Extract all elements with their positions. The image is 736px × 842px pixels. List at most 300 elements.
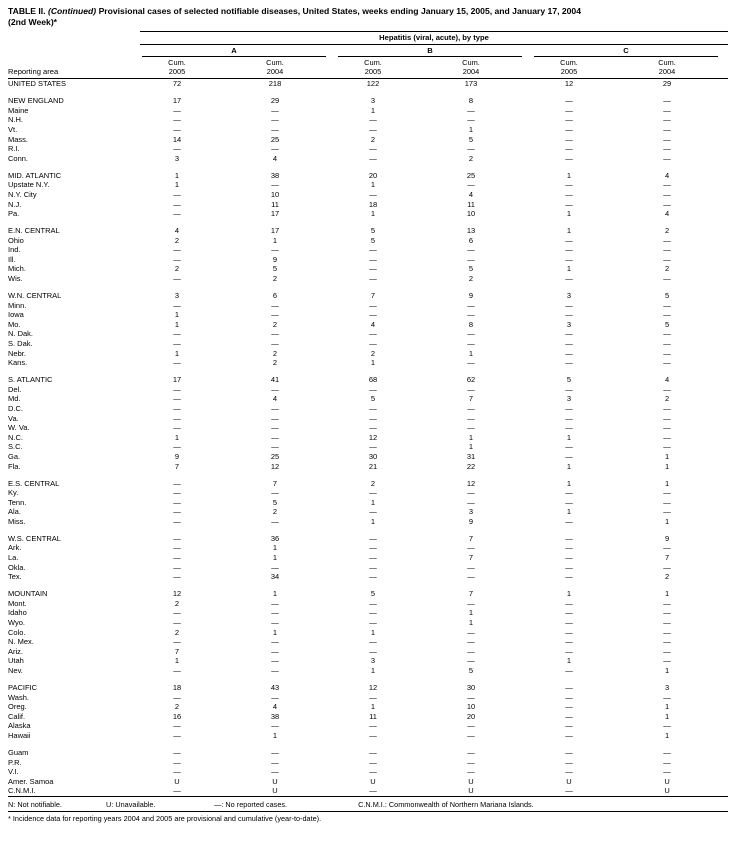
- table-row: [8, 534, 728, 544]
- value-cell: —: [271, 656, 279, 666]
- value-cell: —: [173, 189, 181, 199]
- table-row: [8, 310, 728, 320]
- table-row: [8, 154, 728, 164]
- table-row: [8, 79, 728, 89]
- value-cell: 5: [664, 319, 670, 329]
- value-cell: —: [271, 413, 279, 423]
- value-cell: —: [565, 646, 573, 656]
- reporting-area-cell: Nebr.: [8, 348, 26, 358]
- hepatitis-table: [8, 31, 728, 797]
- value-cell: —: [369, 730, 377, 740]
- value-cell: —: [369, 254, 377, 264]
- value-cell: 1: [370, 105, 376, 115]
- value-cell: —: [369, 637, 377, 647]
- value-cell: —: [173, 329, 181, 339]
- value-cell: —: [467, 384, 475, 394]
- value-cell: —: [369, 124, 377, 134]
- reporting-area-cell: N.H.: [8, 115, 23, 125]
- value-cell: 2: [272, 319, 278, 329]
- value-cell: —: [663, 767, 671, 777]
- value-cell: 1: [566, 226, 572, 236]
- value-cell: 3: [566, 319, 572, 329]
- value-cell: 2: [174, 702, 180, 712]
- table-row: [8, 731, 728, 741]
- table-row: [8, 264, 728, 274]
- col-header-a-2005: Cum. 2005: [140, 57, 238, 79]
- col-header-c-2004: Cum. 2004: [630, 57, 728, 79]
- value-cell: 9: [468, 291, 474, 301]
- value-cell: 1: [370, 497, 376, 507]
- value-cell: —: [663, 432, 671, 442]
- table-row: [8, 498, 728, 508]
- value-cell: —: [663, 144, 671, 154]
- value-cell: —: [173, 115, 181, 125]
- value-cell: 20: [368, 170, 378, 180]
- value-cell: 1: [566, 432, 572, 442]
- reporting-area-cell: Ill.: [8, 254, 16, 264]
- value-cell: —: [369, 618, 377, 627]
- value-cell: —: [467, 329, 475, 339]
- value-cell: —: [173, 423, 181, 433]
- value-cell: 7: [272, 478, 278, 488]
- reporting-area-cell: C.N.M.I.: [8, 786, 36, 796]
- value-cell: 30: [368, 451, 378, 461]
- value-cell: —: [271, 665, 279, 675]
- reporting-area-cell: Calif.: [8, 711, 26, 721]
- reporting-area-cell: N.C.: [8, 432, 23, 442]
- value-cell: —: [467, 300, 475, 310]
- value-cell: 11: [271, 199, 279, 209]
- value-cell: —: [663, 274, 671, 284]
- value-cell: —: [173, 488, 181, 498]
- table-row: [8, 517, 728, 527]
- value-cell: —: [663, 646, 671, 656]
- value-cell: —: [173, 245, 181, 255]
- value-cell: 6: [272, 291, 278, 301]
- value-cell: —: [565, 403, 573, 413]
- table-row: [8, 404, 728, 414]
- reporting-area-cell: Wash.: [8, 692, 29, 702]
- value-cell: —: [369, 329, 377, 339]
- value-cell: 16: [172, 711, 182, 721]
- value-cell: —: [663, 423, 671, 433]
- value-cell: —: [565, 627, 573, 637]
- reporting-area-cell: Colo.: [8, 627, 26, 637]
- value-cell: —: [663, 403, 671, 413]
- value-cell: —: [173, 199, 181, 209]
- value-cell: —: [173, 767, 181, 777]
- value-cell: —: [565, 413, 573, 423]
- reporting-area-cell: Miss.: [8, 516, 26, 526]
- table-row: [8, 96, 728, 106]
- value-cell: —: [565, 329, 573, 339]
- value-cell: —: [369, 274, 377, 284]
- value-cell: U: [664, 786, 670, 796]
- value-cell: —: [467, 646, 475, 656]
- value-cell: 1: [272, 553, 278, 563]
- reporting-area-cell: Okla.: [8, 562, 26, 572]
- value-cell: —: [369, 310, 377, 320]
- value-cell: 1: [664, 730, 670, 740]
- value-cell: —: [173, 144, 181, 154]
- value-cell: —: [565, 608, 573, 618]
- value-cell: —: [467, 254, 475, 264]
- value-cell: —: [173, 413, 181, 423]
- reporting-area-cell: S. Dak.: [8, 339, 33, 348]
- reporting-area-cell: Conn.: [8, 153, 29, 163]
- value-cell: —: [369, 562, 377, 572]
- value-cell: —: [369, 144, 377, 154]
- value-cell: 6: [468, 235, 474, 245]
- reporting-area-header: Reporting area: [8, 32, 140, 79]
- value-cell: —: [663, 310, 671, 320]
- value-cell: —: [565, 199, 573, 209]
- reporting-area-cell: Vt.: [8, 124, 18, 134]
- value-cell: —: [271, 637, 279, 647]
- value-cell: —: [565, 747, 573, 757]
- value-cell: —: [369, 767, 377, 777]
- value-cell: —: [565, 711, 573, 721]
- value-cell: —: [173, 507, 181, 517]
- value-cell: 1: [566, 461, 572, 471]
- value-cell: 72: [172, 79, 182, 89]
- reporting-area-cell: W.N. CENTRAL: [8, 291, 62, 301]
- value-cell: —: [467, 730, 475, 740]
- value-cell: —: [565, 757, 573, 767]
- value-cell: —: [271, 124, 279, 134]
- value-cell: U: [272, 776, 278, 786]
- value-cell: —: [467, 245, 475, 255]
- table-row: [8, 758, 728, 768]
- col-header-b-2005: Cum. 2005: [336, 57, 434, 79]
- value-cell: 4: [664, 209, 670, 219]
- title-continued: (Continued): [47, 6, 97, 16]
- value-cell: 7: [468, 533, 474, 543]
- value-cell: —: [369, 646, 377, 656]
- table-row: [8, 423, 728, 433]
- value-cell: 1: [664, 461, 670, 471]
- table-row: [8, 329, 728, 339]
- value-cell: 5: [468, 665, 474, 675]
- table-row: [8, 255, 728, 265]
- value-cell: 10: [466, 209, 476, 219]
- reporting-area-cell: PACIFIC: [8, 682, 38, 692]
- value-cell: —: [173, 394, 181, 404]
- value-cell: 218: [268, 79, 282, 89]
- value-cell: —: [271, 115, 279, 125]
- value-cell: 5: [468, 134, 474, 144]
- value-cell: —: [467, 339, 475, 348]
- table-row: [8, 693, 728, 703]
- value-cell: 1: [468, 618, 474, 627]
- value-cell: —: [565, 786, 573, 796]
- value-cell: —: [467, 413, 475, 423]
- value-cell: —: [173, 637, 181, 647]
- value-cell: —: [565, 562, 573, 572]
- value-cell: —: [369, 300, 377, 310]
- value-cell: 4: [370, 319, 376, 329]
- value-cell: 1: [174, 656, 180, 666]
- value-cell: —: [565, 497, 573, 507]
- value-cell: 2: [272, 507, 278, 517]
- value-cell: —: [467, 572, 475, 582]
- table-row: [8, 786, 728, 796]
- footnote-incidence-note: * Incidence data for reporting years 2004 and 2005 are provisional and cumulative (year-to-date).: [8, 813, 322, 823]
- value-cell: —: [369, 543, 377, 553]
- table-row: [8, 236, 728, 246]
- value-cell: —: [271, 442, 279, 452]
- value-cell: —: [173, 403, 181, 413]
- value-cell: —: [369, 413, 377, 423]
- value-cell: —: [369, 692, 377, 702]
- value-cell: —: [565, 451, 573, 461]
- table-row: [8, 712, 728, 722]
- value-cell: —: [663, 497, 671, 507]
- table-row: [8, 414, 728, 424]
- reporting-area-cell: N.J.: [8, 199, 22, 209]
- table-row: [8, 452, 728, 462]
- reporting-area-cell: Ariz.: [8, 646, 23, 656]
- value-cell: —: [369, 608, 377, 618]
- table-row: [8, 301, 728, 311]
- value-cell: —: [369, 757, 377, 767]
- reporting-area-cell: Minn.: [8, 300, 27, 310]
- value-cell: 12: [466, 478, 476, 488]
- value-cell: —: [565, 618, 573, 627]
- value-cell: —: [663, 124, 671, 134]
- reporting-area-cell: N. Mex.: [8, 637, 34, 647]
- value-cell: 3: [174, 153, 180, 163]
- value-cell: —: [663, 507, 671, 517]
- reporting-area-cell: R.I.: [8, 144, 20, 154]
- value-cell: 7: [664, 553, 670, 563]
- value-cell: —: [565, 254, 573, 264]
- reporting-area-cell: Guam: [8, 747, 29, 757]
- reporting-area-cell: W.S. CENTRAL: [8, 533, 61, 543]
- value-cell: —: [271, 339, 279, 348]
- value-cell: 1: [468, 124, 474, 134]
- value-cell: 17: [270, 209, 280, 219]
- value-cell: 18: [172, 682, 182, 692]
- value-cell: —: [467, 310, 475, 320]
- value-cell: —: [565, 730, 573, 740]
- value-cell: 1: [174, 180, 180, 190]
- value-cell: U: [174, 776, 180, 786]
- value-cell: —: [565, 245, 573, 255]
- table-row: [8, 209, 728, 219]
- value-cell: —: [369, 786, 377, 796]
- value-cell: 1: [272, 730, 278, 740]
- value-cell: —: [565, 235, 573, 245]
- value-cell: —: [467, 757, 475, 767]
- value-cell: 2: [174, 264, 180, 274]
- value-cell: —: [467, 358, 475, 368]
- table-row: [8, 479, 728, 489]
- value-cell: —: [271, 488, 279, 498]
- value-cell: —: [369, 442, 377, 452]
- value-cell: 43: [270, 682, 280, 692]
- value-cell: —: [565, 153, 573, 163]
- value-cell: —: [565, 553, 573, 563]
- value-cell: —: [565, 189, 573, 199]
- value-cell: 1: [664, 478, 670, 488]
- table-row: [8, 656, 728, 666]
- reporting-area-cell: Ala.: [8, 507, 21, 517]
- value-cell: 1: [174, 310, 180, 320]
- value-cell: —: [173, 105, 181, 115]
- value-cell: 7: [174, 646, 180, 656]
- value-cell: —: [173, 497, 181, 507]
- value-cell: —: [173, 254, 181, 264]
- value-cell: 36: [270, 533, 280, 543]
- value-cell: —: [271, 384, 279, 394]
- value-cell: 18: [368, 199, 378, 209]
- value-cell: 7: [468, 394, 474, 404]
- value-cell: —: [565, 442, 573, 452]
- value-cell: —: [663, 339, 671, 348]
- value-cell: —: [369, 153, 377, 163]
- value-cell: —: [173, 543, 181, 553]
- value-cell: 2: [272, 348, 278, 358]
- reporting-area-cell: Va.: [8, 413, 19, 423]
- reporting-area-cell: Wyo.: [8, 618, 26, 627]
- reporting-area-cell: MOUNTAIN: [8, 589, 48, 599]
- reporting-area-cell: N. Dak.: [8, 329, 34, 339]
- value-cell: —: [565, 598, 573, 608]
- value-cell: —: [271, 516, 279, 526]
- value-cell: —: [173, 692, 181, 702]
- value-cell: 5: [370, 589, 376, 599]
- table-row: [8, 433, 728, 443]
- reporting-area-cell: Ky.: [8, 488, 19, 498]
- value-cell: —: [663, 627, 671, 637]
- table-row: [8, 339, 728, 349]
- value-cell: 8: [468, 96, 474, 106]
- value-cell: —: [369, 553, 377, 563]
- table-row: [8, 291, 728, 301]
- reporting-area-cell: W. Va.: [8, 423, 30, 433]
- value-cell: 173: [464, 79, 478, 89]
- value-cell: —: [565, 572, 573, 582]
- value-cell: —: [565, 533, 573, 543]
- value-cell: —: [369, 189, 377, 199]
- value-cell: 1: [566, 264, 572, 274]
- value-cell: —: [663, 96, 671, 106]
- reporting-area-cell: La.: [8, 553, 19, 563]
- value-cell: 2: [664, 226, 670, 236]
- table-body: [8, 79, 728, 797]
- value-cell: 1: [272, 627, 278, 637]
- table-title: [8, 6, 728, 28]
- value-cell: 1: [468, 348, 474, 358]
- reporting-area-cell: S.C.: [8, 442, 23, 452]
- group-header-hepatitis: Hepatitis (viral, acute), by type: [140, 32, 728, 45]
- value-cell: —: [565, 767, 573, 777]
- value-cell: —: [467, 105, 475, 115]
- value-cell: 4: [272, 153, 278, 163]
- value-cell: 38: [270, 170, 280, 180]
- reporting-area-cell: Kans.: [8, 358, 28, 368]
- table-row: [8, 637, 728, 647]
- value-cell: 1: [370, 209, 376, 219]
- value-cell: —: [271, 757, 279, 767]
- value-cell: —: [271, 310, 279, 320]
- value-cell: —: [369, 264, 377, 274]
- table-row: [8, 647, 728, 657]
- value-cell: 17: [270, 226, 280, 236]
- value-cell: —: [565, 96, 573, 106]
- value-cell: —: [565, 180, 573, 190]
- value-cell: 2: [664, 572, 670, 582]
- value-cell: —: [663, 189, 671, 199]
- value-cell: —: [173, 358, 181, 368]
- col-header-a-2004: Cum. 2004: [238, 57, 336, 79]
- value-cell: 12: [368, 682, 378, 692]
- group-spacer-row: [8, 368, 728, 375]
- legend-not-notifiable: N: Not notifiable.: [8, 799, 62, 809]
- value-cell: 62: [466, 375, 476, 385]
- table-row: [8, 563, 728, 573]
- table-row: [8, 777, 728, 787]
- reporting-area-cell: Maine: [8, 105, 29, 115]
- value-cell: 1: [566, 507, 572, 517]
- value-cell: 2: [174, 627, 180, 637]
- value-cell: 1: [664, 451, 670, 461]
- table-row: [8, 748, 728, 758]
- reporting-area-cell: Fla.: [8, 461, 21, 471]
- value-cell: —: [467, 115, 475, 125]
- value-cell: —: [663, 442, 671, 452]
- value-cell: —: [663, 348, 671, 358]
- table-row: [8, 702, 728, 712]
- value-cell: —: [173, 730, 181, 740]
- value-cell: 29: [662, 79, 672, 89]
- value-cell: —: [467, 598, 475, 608]
- value-cell: —: [663, 115, 671, 125]
- value-cell: —: [663, 562, 671, 572]
- value-cell: 1: [566, 170, 572, 180]
- value-cell: —: [369, 533, 377, 543]
- value-cell: —: [369, 384, 377, 394]
- value-cell: —: [565, 384, 573, 394]
- table-row: [8, 666, 728, 676]
- reporting-area-cell: V.I.: [8, 767, 19, 777]
- value-cell: 9: [174, 451, 180, 461]
- value-cell: 7: [468, 553, 474, 563]
- value-cell: —: [565, 358, 573, 368]
- value-cell: —: [271, 105, 279, 115]
- subgroup-header-b: B: [336, 45, 532, 58]
- value-cell: —: [565, 310, 573, 320]
- value-cell: —: [271, 403, 279, 413]
- value-cell: —: [369, 507, 377, 517]
- value-cell: 10: [466, 702, 476, 712]
- table-row: [8, 608, 728, 618]
- value-cell: —: [369, 423, 377, 433]
- value-cell: 4: [664, 375, 670, 385]
- table-row: [8, 349, 728, 359]
- value-cell: 38: [270, 711, 280, 721]
- value-cell: —: [565, 543, 573, 553]
- value-cell: 2: [468, 274, 474, 284]
- value-cell: 12: [270, 461, 280, 471]
- value-cell: —: [663, 692, 671, 702]
- value-cell: —: [271, 245, 279, 255]
- table-row: [8, 358, 728, 368]
- value-cell: —: [565, 488, 573, 498]
- reporting-area-cell: Mass.: [8, 134, 29, 144]
- value-cell: 1: [664, 516, 670, 526]
